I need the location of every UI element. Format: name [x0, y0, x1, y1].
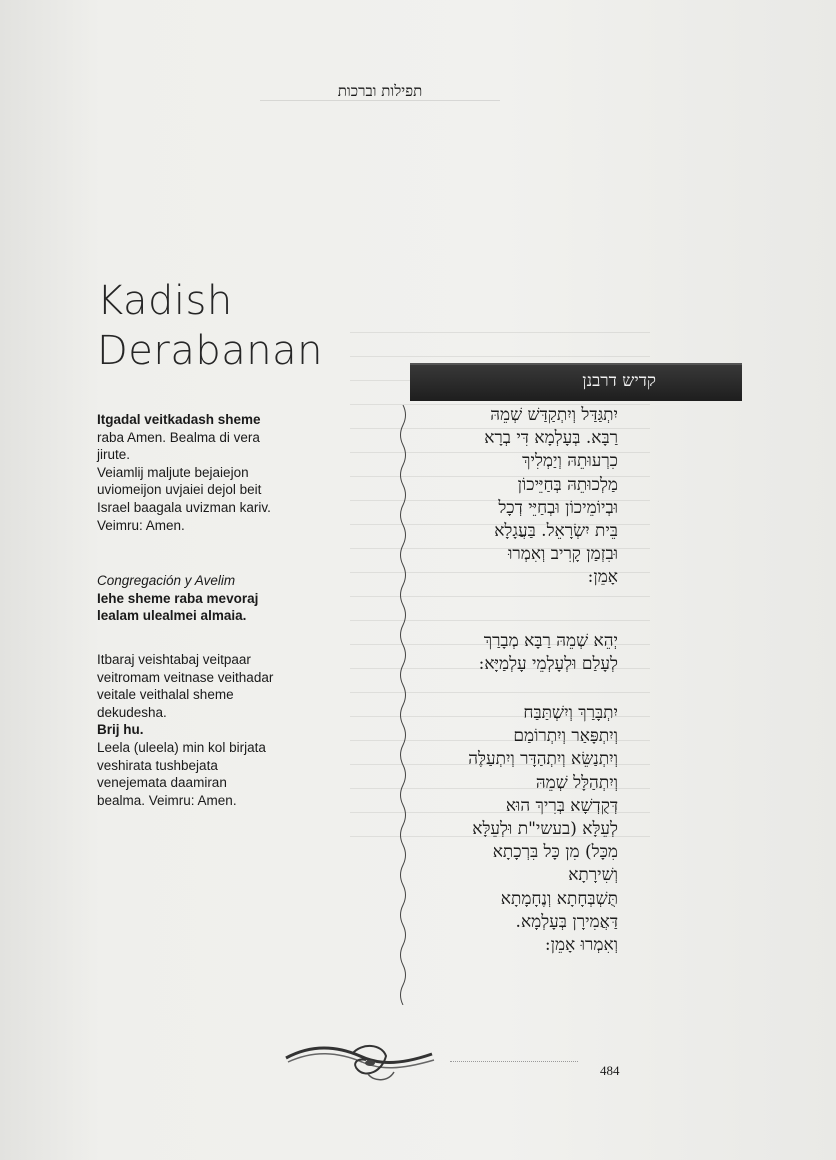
hebrew-block-1 — [358, 404, 618, 590]
title-line-1: Kadish — [97, 278, 233, 324]
hebrew-line: וְיִתְנַשֵּׂא וְיִתְהַדָּר וְיִתְעַלֶּה — [468, 749, 618, 770]
translit-line: Iehe sheme raba mevoraj — [97, 590, 259, 606]
hebrew-line: וּבִזְמַן קָרִיב וְאִמְרוּ — [508, 544, 618, 565]
translit-line: venejemata daamiran — [97, 775, 227, 791]
brij-hu: Brij hu. — [97, 722, 144, 738]
translit-line: Israel baagala uvizman kariv. — [97, 499, 271, 515]
hebrew-line: וְיִתְפָּאַר וְיִתְרוֹמַם — [513, 726, 618, 747]
hebrew-block-3 — [358, 702, 618, 957]
translit-line: veshirata tushbejata — [97, 757, 218, 773]
running-head: תפילות וברכות — [337, 82, 423, 100]
translit-line: Veiamlij maljute bejaiejon — [97, 464, 249, 480]
translit-block-2 — [97, 572, 347, 625]
translit-line: uviomeijon uvjaiei dejol beit — [97, 482, 262, 498]
hebrew-line: דְּקֻדְשָׁא בְּרִיךְ הוּא — [505, 795, 618, 816]
hebrew-line: לְעֵלָּא (בעשי"ת וּלְעֵלָּא — [472, 819, 618, 840]
hebrew-line: וְיִתְהַלָּל שְׁמֵהּ — [535, 772, 618, 793]
translit-line: bealma. Veimru: Amen. — [97, 792, 237, 808]
hebrew-line: יִתְבָּרַךְ וְיִשְׁתַּבַּח — [523, 703, 618, 723]
congregation-label: Congregación y Avelim — [97, 573, 236, 588]
translit-line: raba Amen. Bealma di vera — [97, 429, 260, 445]
translit-line: veitale veithalal sheme — [97, 687, 234, 703]
title-line-2: Derabanan — [97, 328, 323, 374]
ribbon-ornament-icon — [282, 1036, 442, 1088]
translit-line: Itbaraj veishtabaj veitpaar — [97, 652, 251, 667]
hebrew-line: יִתְגַּדַּל וְיִתְקַדַּשׁ שְׁמֵהּ — [490, 405, 618, 425]
hebrew-line: אָמֵן: — [587, 567, 618, 588]
translit-block-1 — [97, 411, 347, 534]
hebrew-title-band — [410, 363, 742, 401]
hebrew-line: יְהֵא שְׁמֵהּ רַבָּא מְבָרַךְ — [483, 631, 618, 651]
hebrew-line: וְאִמְרוּ אָמֵן: — [544, 935, 618, 956]
translit-line: jirute. — [97, 447, 131, 463]
translit-line: Itgadal veitkadash sheme — [97, 412, 261, 427]
hebrew-line: בֵּית יִשְׂרָאֵל. בַּעֲגָלָא — [494, 521, 618, 542]
translit-line: lealam ulealmei almaia. — [97, 608, 247, 624]
hebrew-line: כִרְעוּתֵהּ וְיַמְלִיךְ — [522, 451, 618, 472]
hebrew-line: מַלְכוּתֵהּ בְּחַיֵּיכוֹן — [517, 474, 618, 495]
page-title — [97, 276, 323, 376]
hebrew-line: דַּאֲמִירָן בְּעָלְמָא. — [515, 911, 618, 932]
hebrew-line: תֻּשְׁבְּחָתָא וְנֶחָמָתָא — [500, 888, 618, 909]
translit-line: dekudesha. — [97, 704, 167, 720]
footer-rule — [450, 1061, 578, 1062]
hebrew-line: רַבָּא. בְּעָלְמָא דִּי בְרָא — [484, 428, 618, 449]
hebrew-line: וּבְיוֹמֵיכוֹן וּבְחַיֵּי דְכָל — [498, 497, 618, 518]
translit-line: Veimru: Amen. — [97, 517, 185, 533]
translit-line: veitromam veitnase veithadar — [97, 669, 274, 685]
hebrew-line: לְעָלַם וּלְעָלְמֵי עָלְמַיָּא: — [478, 654, 618, 675]
page-number: 484 — [600, 1063, 620, 1078]
translit-line: Leela (uleela) min kol birjata — [97, 739, 266, 755]
translit-block-3 — [97, 651, 347, 809]
hebrew-line: מִכָּל) מִן כָּל בִּרְכָתָא — [492, 842, 618, 863]
hebrew-title: קדיש דרבנן — [582, 371, 656, 391]
hebrew-block-2 — [358, 630, 618, 676]
hebrew-line: וְשִׁירָתָא — [568, 865, 618, 886]
